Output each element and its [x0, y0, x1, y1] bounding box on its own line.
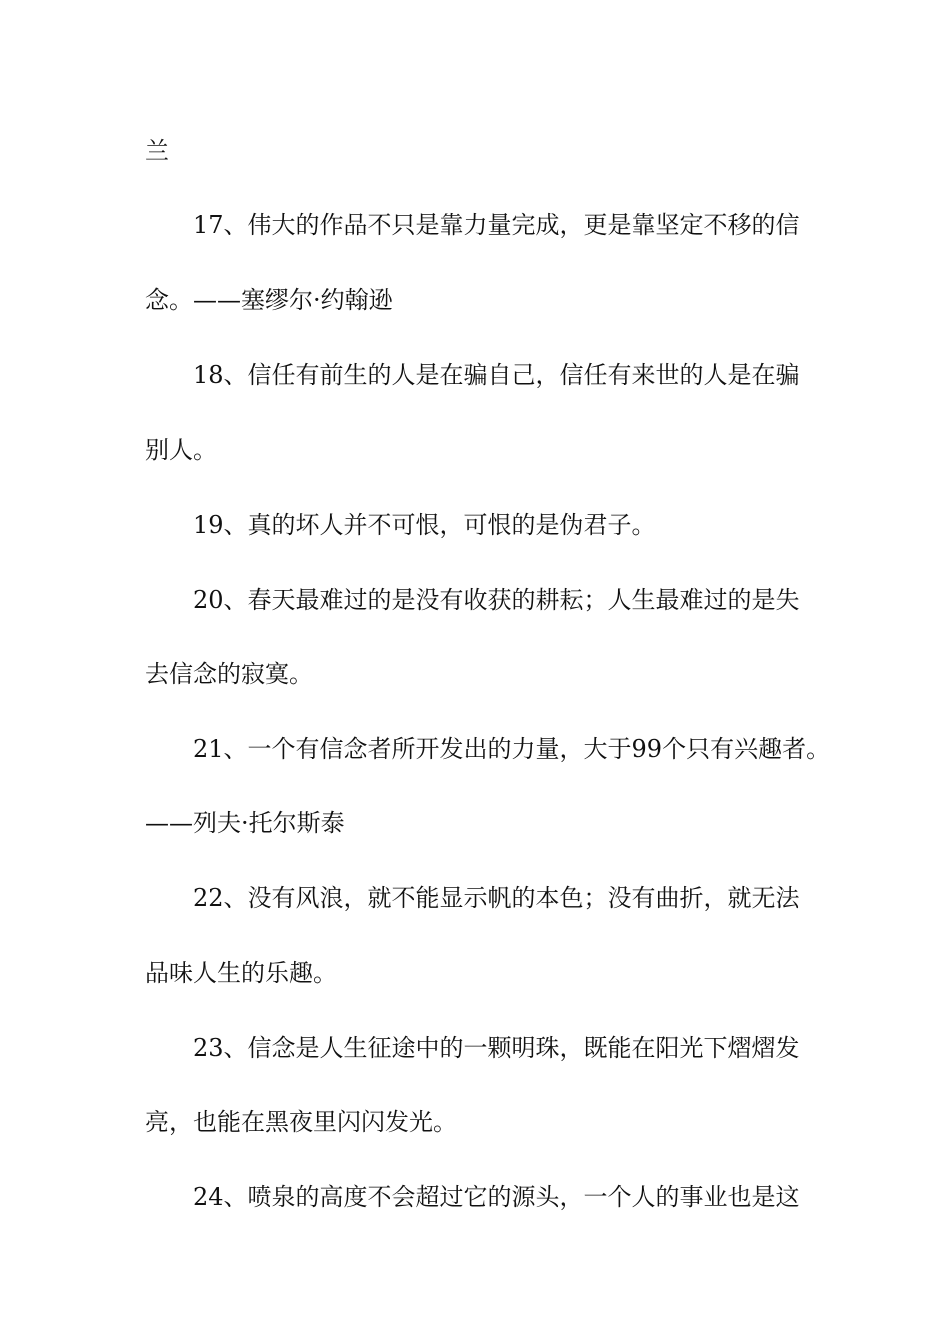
text-line: 去信念的寂寞。 — [145, 660, 313, 688]
text-line: 17、伟大的作品不只是靠力量完成，更是靠坚定不移的信 — [193, 211, 800, 239]
text-line: 18、信任有前生的人是在骗自己，信任有来世的人是在骗 — [193, 361, 800, 389]
text-line: 22、没有风浪，就不能显示帆的本色；没有曲折，就无法 — [193, 884, 800, 912]
text-line: 21、一个有信念者所开发出的力量，大于99个只有兴趣者。 — [193, 735, 831, 763]
text-line: 品味人生的乐趣。 — [145, 959, 337, 987]
text-line: 19、真的坏人并不可恨，可恨的是伪君子。 — [193, 511, 656, 539]
text-line: 亮，也能在黑夜里闪闪发光。 — [145, 1108, 457, 1136]
text-line: 23、信念是人生征途中的一颗明珠，既能在阳光下熠熠发 — [193, 1034, 800, 1062]
text-line: 24、喷泉的高度不会超过它的源头，一个人的事业也是这 — [193, 1183, 800, 1211]
text-line: 念。——塞缪尔·约翰逊 — [145, 286, 393, 314]
text-line: 20、春天最难过的是没有收获的耕耘；人生最难过的是失 — [193, 586, 800, 614]
text-line: 别人。 — [145, 436, 217, 464]
text-line: ——列夫·托尔斯泰 — [145, 809, 345, 837]
text-line: 兰 — [145, 137, 169, 165]
